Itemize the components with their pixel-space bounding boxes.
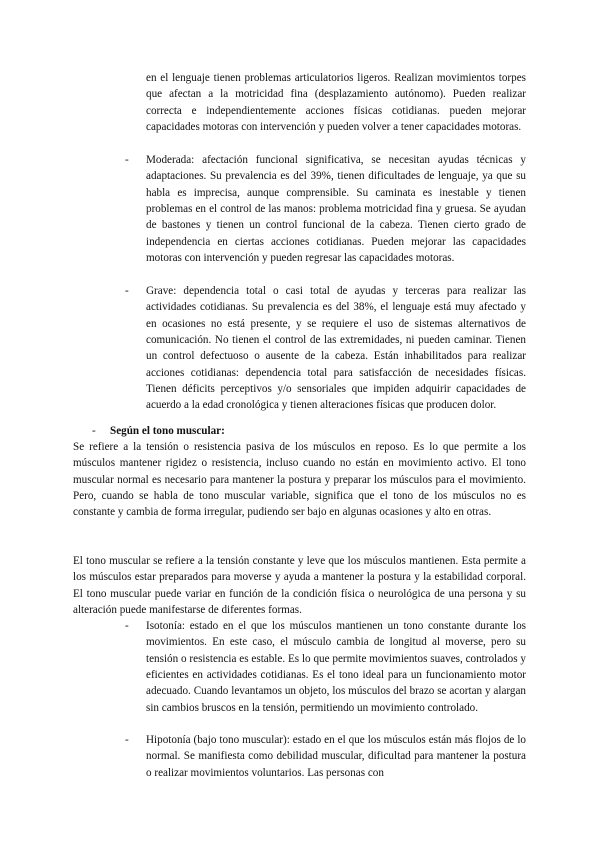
- list-bullet: -: [125, 285, 129, 297]
- section-heading: Según el tono muscular:: [110, 425, 225, 437]
- list-item-hipotonia: Hipotonía (bajo tono muscular): estado en el que los músculos están más flojos de lo normal. Se manifiesta como debilidad muscular, dificultad para mantener la postura o realizar movimientos voluntarios. Las personas con: [146, 734, 526, 779]
- list-bullet: -: [125, 620, 129, 632]
- list-item-grave: Grave: dependencia total o casi total de ayudas y terceras para realizar las actividades cotidianas. Su prevalencia es del 38%, el lenguaje está muy afectado y en ocasiones no está presente, y se requiere el uso de sistemas alternativos de comunicación. No tienen el control de las extremidades, ni pueden caminar. Tienen un control defectuoso o ausente de la cabeza. Están inhabilitados para realizar acciones cotidianas: dependencia total para satisfacción de necesidades físicas. Tienen déficits perceptivos y/o sensoriales que impiden adquirir capacidades de acuerdo a la edad cronológica y tienen alteraciones físicas que producen dolor.: [146, 285, 526, 412]
- continuation-paragraph: en el lenguaje tienen problemas articulatorios ligeros. Realizan movimientos torpes que afectan a la motricidad fina (desplazamiento autónomo). Pueden realizar correcta e independientemente acciones físicas cotidianas. pueden mejorar capacidades motoras con intervención y pueden volver a tener capacidades motoras.: [146, 72, 526, 134]
- section-bullet: -: [92, 425, 96, 437]
- list-bullet: -: [125, 154, 129, 166]
- list-bullet: -: [125, 734, 129, 746]
- list-item-isotonia: Isotonía: estado en el que los músculos mantienen un tono constante durante los movimientos. En este caso, el músculo cambia de longitud al moverse, pero su tensión o resistencia es estable. Es lo que permite movimientos suaves, controlados y eficientes en actividades cotidianas. Es el tono ideal para un funcionamiento motor adecuado. Cuando levantamos un objeto, los músculos del brazo se acortan y alargan sin cambios bruscos en la tensión, permitiendo un movimiento controlado.: [146, 620, 526, 714]
- list-item-moderada: Moderada: afectación funcional significativa, se necesitan ayudas técnicas y adaptaciones. Su prevalencia es del 39%, tienen dificultades de lenguaje, ya que su habla es imprecisa, aunque comprensible. Su caminata es inestable y tienen problemas en el control de las manos: problema motricidad fina y gruesa. Se ayudan de bastones y tienen un control funcional de la cabeza. Tienen cierto grado de independencia en ciertas acciones cotidianas. Pueden mejorar las capacidades motoras con intervención y pueden regresar las capacidades motoras.: [146, 154, 526, 265]
- tono-definition-paragraph: Se refiere a la tensión o resistencia pasiva de los músculos en reposo. Es lo que permite a los músculos mantener rigidez o resistencia, incluso cuando no están en movimiento activo. El tono muscular normal es necesario para mantener la postura y preparar los músculos para el movimiento. Pero, cuando se habla de tono muscular variable, significa que el tono de los músculos no es constante y cambia de forma irregular, pudiendo ser bajo en algunas ocasiones y alto en otras.: [73, 441, 526, 519]
- tono-general-paragraph: El tono muscular se refiere a la tensión constante y leve que los músculos mantienen. Esta permite a los músculos estar preparados para moverse y ayuda a mantener la postura y la estabilidad corporal. El tono muscular puede variar en función de la condición física o neurológica de una persona y su alteración puede manifestarse de diferentes formas.: [73, 555, 526, 617]
